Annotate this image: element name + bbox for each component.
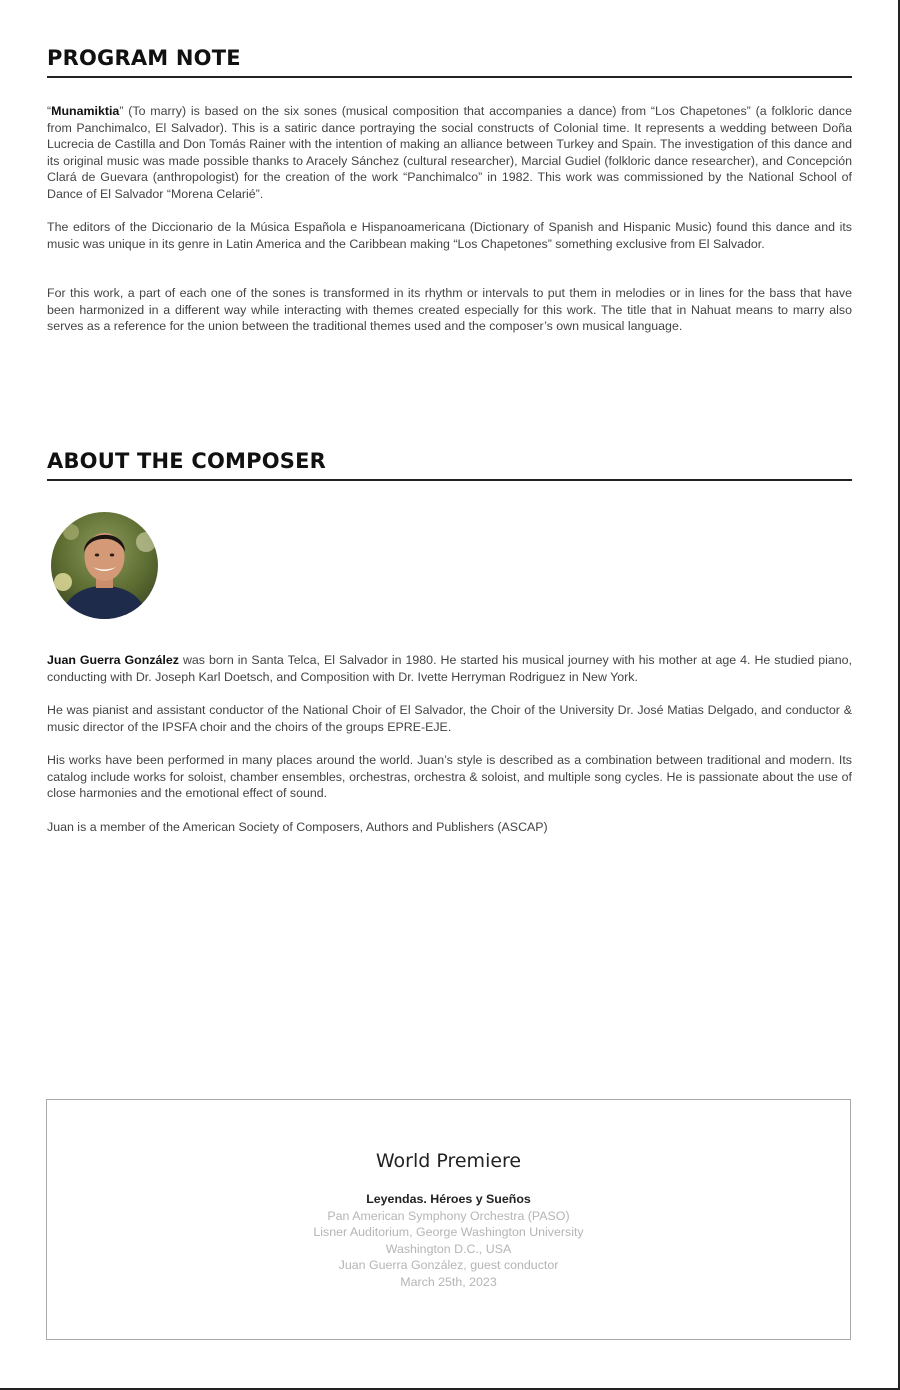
world-premiere-title: World Premiere: [375, 1150, 522, 1172]
program-note-paragraph-2: The editors of the Diccionario de la Música Española e Hispanoamericana (Dictionary of Spanish and Hispanic Music) found this dance and its music was unique in its genre in Latin America and the Caribbean making “Los Chapetones” something exclusive from El Salvador.: [47, 220, 852, 251]
about-paragraph-1: [47, 652, 852, 685]
venue: Lisner Auditorium, George Washington University: [313, 1225, 584, 1240]
about-paragraph-1-body: was born in Santa Telca, El Salvador in 1980. He started his musical journey with his mother at age 4. He studied piano, conducting with Dr. Joseph Karl Doetsch, and Composition with Dr. Ivette Herryman Rodriguez in New York.: [47, 653, 853, 684]
composer-photo: [51, 512, 158, 619]
quote-close: ”: [119, 104, 124, 118]
quote-open: “: [47, 104, 52, 118]
world-premiere-box: [46, 1099, 851, 1340]
city: Washington D.C., USA: [385, 1241, 512, 1256]
program-note-heading: PROGRAM NOTE: [47, 46, 852, 78]
about-paragraph-2: He was pianist and assistant conductor of the National Choir of El Salvador, the Choir of the University Dr. José Matias Delgado, and conductor & music director of the IPSFA choir and the choirs of the groups EPRE-EJE.: [47, 703, 852, 734]
about-paragraph-4: Juan is a member of the American Society of Composers, Authors and Publishers (ASCAP): [47, 820, 548, 834]
orchestra: Pan American Symphony Orchestra (PASO): [327, 1208, 570, 1223]
program-note-paragraph-1-body: (To marry) is based on the six sones (musical composition that accompanies a dance) from “Los Chapetones” (a folkloric dance from Panchimalco, El Salvador). This is a satiric dance portraying the social constructs of Colonial time. It represents a wedding between Doña Lucrecia de Castilla and Don Tomás Rainer with the intention of making an alliance between Turkey and Spain. The investigation of this dance and its original music was made possible thanks to Aracely Sánchez (cultural researcher), Marcial Gudiel (folkloric dance researcher), and Concepción Clará de Guevara (anthropologist) for the creation of the work “Panchimalco” in 1982. This work was commissioned by the National School of Dance of El Salvador “Morena Celarié”.: [47, 104, 852, 201]
concert-title: Leyendas. Héroes y Sueños: [366, 1192, 531, 1206]
conductor: Juan Guerra González, guest conductor: [338, 1258, 559, 1273]
composer-name: Juan Guerra González: [47, 653, 179, 667]
work-title: Munamiktia: [51, 104, 120, 118]
date: March 25th, 2023: [400, 1274, 497, 1289]
world-premiere-details: [47, 1191, 850, 1291]
about-composer-heading: ABOUT THE COMPOSER: [47, 449, 852, 481]
program-note-paragraph-3: For this work, a part of each one of the sones is transformed in its rhythm or intervals to put them in melodies or in lines for the bass that have been harmonized in a different way while interacting with themes created especially for this work. The title that in Nahuat means to marry also serves as a reference for the union between the traditional themes used and the composer’s own musical language.: [47, 286, 852, 333]
about-paragraph-3: His works have been performed in many places around the world. Juan’s style is described as a combination between traditional and modern. Its catalog include works for soloist, chamber ensembles, orchestras, orchestra & soloist, and multiple song cycles. He is passionate about the use of close harmonies and the emotional effect of sound.: [47, 753, 852, 800]
program-note-paragraph-1: [47, 103, 852, 202]
composer-portrait-image: [51, 512, 158, 619]
